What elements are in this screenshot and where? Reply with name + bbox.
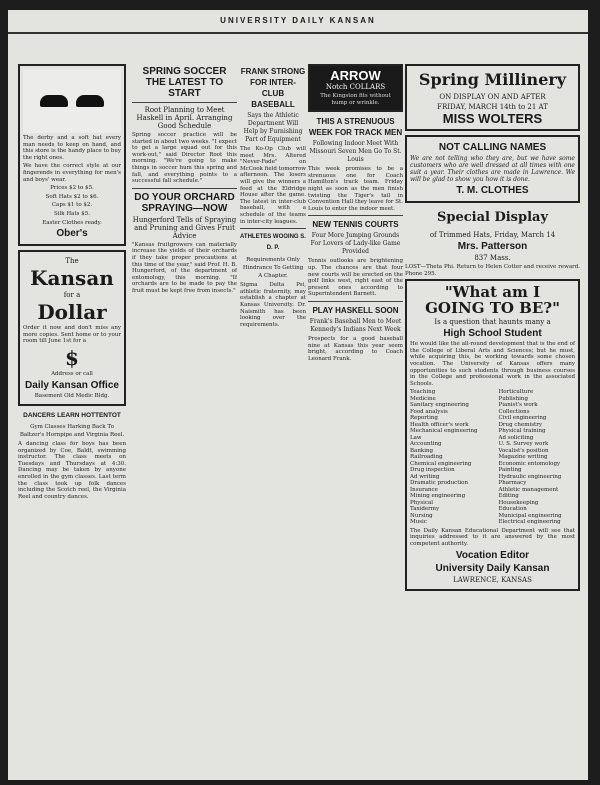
vocation-item: Mining engineering (410, 493, 466, 500)
headline: THIS A STRENUOUS WEEK FOR TRACK MEN (308, 117, 403, 138)
store-logo: Ober's (56, 228, 88, 240)
vocation-item: Economic entomology (498, 460, 561, 467)
special-line: of Trimmed Hats, Friday, March 14 (429, 231, 556, 239)
vocation-item: Athletic management (498, 486, 559, 493)
what-q2: GOING TO BE?" (425, 299, 560, 318)
vocation-item: Physical (410, 499, 434, 506)
headline: PLAY HASKELL SOON (312, 305, 399, 315)
kansan-body: Order it now and don't miss any more copies. Sent home or to your room till June 1st for a (23, 325, 121, 345)
vocation-item: Publishing (498, 395, 528, 402)
vocation-item: Physical training (498, 428, 546, 435)
vocation-item: Health officer's work (410, 421, 469, 428)
what-body: He would like the all-round development that is the end of the College of Liberal Arts and Sciences; but he must, while acquiring this, be working towards some chosen vocation. The University of Kansas offers many opportunities to such students through business courses in the College and professional work in the associated Schools. (410, 341, 575, 387)
column-5 (405, 64, 580, 770)
article-body: Spring soccer practice will be started in about two weeks. "I expect to get a large squad out for this work-out," said Director Root this morning. "We're going to make things in soccer hum this spring and fall, and everything points to a successful fall schedule." (132, 132, 237, 185)
millinery-name: MISS WOLTERS (442, 111, 543, 126)
vocation-item: Chemical engineering (410, 460, 472, 467)
vocation-item: U. S. Survey work (498, 441, 549, 448)
kansan-office: Daily Kansan Office (25, 379, 119, 391)
subhead: Root Planning to Meet Haskell in April. Arranging Good Schedule (136, 106, 233, 130)
arrow-note: The Kingston fits without hump or wrinkle. (320, 93, 391, 106)
what-sub: Is a question that haunts many a (434, 318, 551, 327)
arrow-collar-ad (308, 64, 403, 112)
vocation-item: Teaching (410, 389, 436, 396)
article-body: "Kansas fruitgrowers can materially increase the yields of their orchards if they take proper precautions at this time of the year," said Prof. H. B. Hungerford, of the department of entomology, this morning. "If orchards are to be made to pay the fruit must be kept free from insects." (132, 241, 237, 294)
headline: SPRING SOCCER THE LATEST TO START (142, 66, 227, 99)
vocation-item: Painting (498, 467, 522, 474)
vocation-item: Pianist's work (498, 402, 538, 409)
vocation-item: Law (410, 434, 422, 441)
ad-line: The derby and a soft hat every man needs to keep on hand, and this store is the handy place to buy the right ones. (23, 135, 121, 161)
vocation-item: Banking (410, 447, 434, 454)
vocation-list-b (499, 389, 576, 526)
column-3 (240, 64, 306, 770)
special-ad (405, 207, 580, 262)
vocation-item: Ad soliciting (498, 434, 534, 441)
ad-line: Easter Clothes ready. (42, 219, 102, 226)
what-school: High School Student (443, 328, 542, 340)
newspaper-page (8, 10, 588, 780)
vocation-item: Editing (498, 493, 519, 500)
vocation-item: Food analysis (410, 408, 448, 415)
vocation-item: Sanitary engineering (410, 402, 469, 409)
headline: FRANK STRONG FOR INTER-CLUB BASEBALL (240, 67, 306, 109)
article-body: Sigma Delta Psi, athletic fraternity, may establish a chapter at Kansas University. Dr. Naismith has been looking over the requirements. (240, 282, 306, 328)
hat-ad (18, 64, 126, 246)
story-body: A dancing class for boys has been organized by Coe, Baldt, swimming instructor. The class meets on Tuesdays and Thursdays at 4:30. Dancing may be taken by anyone enrolled in the gym classes. Last term the class took up folk dances including the Scotch reel, the Virginia Reel and country dances. (18, 441, 126, 500)
vocation-item: Medicine (410, 395, 436, 402)
arrow-sub: Notch COLLARS (325, 83, 386, 91)
vocation-list (410, 389, 575, 526)
story-headline: DANCERS LEARN HOTTENTOT (23, 412, 121, 420)
vocation-item: Horticulture (498, 389, 534, 396)
special-title: Special Display (436, 210, 549, 225)
kansan-title: Kansan (30, 266, 114, 291)
millinery-line: ON DISPLAY ON AND AFTER (439, 93, 546, 101)
kansan-for: for a (63, 291, 81, 300)
millinery-ad (405, 64, 580, 131)
vocation-item: Railroading (410, 454, 443, 461)
vocation-item: Music (410, 519, 427, 526)
ad-line: Caps $1 to $2. (51, 202, 93, 209)
subhead: Hungerford Tells of Spraying and Pruning and Gives Fruit Advice (132, 215, 237, 240)
ad-line: Prices $2 to $5. (50, 185, 94, 192)
what-city: LAWRENCE, KANSAS (453, 575, 532, 584)
column-2 (132, 64, 237, 770)
vocation-item: Accounting (410, 441, 442, 448)
vocation-item: Magazine writing (498, 454, 548, 461)
what-q1: "What am I (444, 283, 541, 302)
arrow-title: ARROW (330, 68, 381, 83)
column-1 (18, 64, 126, 770)
vocation-item: Reporting (410, 415, 438, 422)
masthead: UNIVERSITY DAILY KANSAN (8, 10, 588, 34)
vocation-item: Mechanical engineering (410, 428, 478, 435)
article-body: The Ko-Op Club will meet Mrs. Altered "Never-Fade" on McCook field tomorrow afternoon. The losers will give the winners a feed at the Eldridge House after the game. The latest in inter-club baseball, with a schedule of the teams in inter-city leagues. (240, 146, 306, 225)
vocation-item: Civil engineering (498, 415, 547, 422)
subhead: Four More Jumping Grounds For Lovers of Lady-like Game Provided (310, 232, 401, 256)
column-4 (308, 64, 403, 770)
calling-body: We are not telling who they are, but we have some customers who are well dressed at all times with one suit a year. Their clothes are made in Lawrence. We will be glad to show you how it is done. (410, 155, 575, 183)
vocation-item: Drug inspection (410, 467, 455, 474)
ad-line: Soft Hats $2 to $6. (45, 193, 99, 200)
vocation-item: Hydraulic engineering (498, 473, 562, 480)
headline: DO YOUR ORCHARD SPRAYING—NOW (134, 191, 235, 214)
hats-illustration (23, 69, 121, 133)
ad-line: We have the correct style at our fingerends in everything for men's and boys' wear. (23, 163, 121, 183)
what-paper: University Daily Kansan (435, 562, 550, 574)
kansan-ad (18, 250, 126, 406)
kansan-the: The (65, 257, 79, 266)
vocation-item: Nursing (410, 512, 433, 519)
vocation-item: Housekeeping (498, 499, 539, 506)
special-addr: 837 Mass. (474, 254, 511, 262)
story-subhead: Gym Classes Harking Back To Baltzer's Hornpipe and Virginia Reel. (19, 424, 125, 439)
kansan-price: $ (65, 345, 79, 370)
vocation-item: Municipal engineering (498, 512, 562, 519)
subhead: Frank's Baseball Men to Meet Kennedy's Indians Next Week (309, 317, 402, 333)
kansan-dollar: Dollar (37, 300, 107, 325)
vocation-item: Drug chemistry (498, 421, 542, 428)
headline: ATHLETES WOOING S. D. P. (240, 234, 306, 252)
vocation-item: Pharmacy (498, 480, 527, 487)
calling-ad (405, 135, 580, 203)
what-foot: The Daily Kansan Educational Department will see that inquiries addressed to it are answered by the most competent authority. (410, 527, 575, 548)
hat-icon (76, 95, 104, 107)
vocation-item: Collections (498, 408, 530, 415)
vocation-item: Ad writing (410, 473, 440, 480)
article-body: Prospects for a good baseball nine at Kansas this year seem bright, according to Coach Leonard Frank. (308, 335, 403, 362)
special-name: Mrs. Patterson (457, 241, 528, 252)
subhead: Following Indoor Meet With Missouri Seven Men Go To St. Louis (309, 140, 402, 164)
vocation-item: Electrical engineering (498, 519, 561, 526)
vocation-item: Vocalist's position (498, 447, 549, 454)
kansan-address: Address or call (51, 370, 93, 377)
vocation-item: Insurance (410, 486, 438, 493)
headline: NEW TENNIS COURTS (312, 220, 399, 230)
hat-icon (40, 95, 68, 107)
article-body: Tennis outlooks are brightening up. The chances are that four new courts will be erected on the golf links west, right east of the present ones according to Superintendent Barnett. (308, 258, 403, 298)
calling-title: NOT CALLING NAMES (438, 142, 547, 153)
vocation-item: Dramatic production (410, 480, 469, 487)
vocation-ad (405, 279, 580, 590)
millinery-line: FRIDAY, MARCH 14th to 21 AT (437, 103, 548, 111)
subhead: Requirements Only Hindrance To Getting A Chapter. (242, 257, 304, 280)
vocation-list-a (410, 389, 487, 526)
subhead: Says the Athletic Department Will Help by Furnishing Part of Equipment (243, 112, 303, 143)
millinery-title: Spring Millinery (418, 70, 567, 89)
kansan-location: Basement Old Medic Bldg. (34, 392, 110, 399)
lost-notice: LOST—Theta Phi. Return to Helen Cotter and receive reward. Phone 295. (405, 264, 580, 277)
article-body: This week promises to be a strenuous one for Coach Hamilton's track team. Friday night as soon as the men finish twisting the Tiger's tail in Convention Hall they leave for St. Louis to enter the indoor meet. (308, 166, 403, 212)
ad-line: Silk Hats $5. (54, 210, 90, 217)
vocation-item: Taxidermy (410, 506, 440, 513)
what-editor: Vocation Editor (455, 549, 530, 561)
calling-firm: T. M. CLOTHES (456, 185, 529, 196)
vocation-item: Education (498, 506, 527, 513)
